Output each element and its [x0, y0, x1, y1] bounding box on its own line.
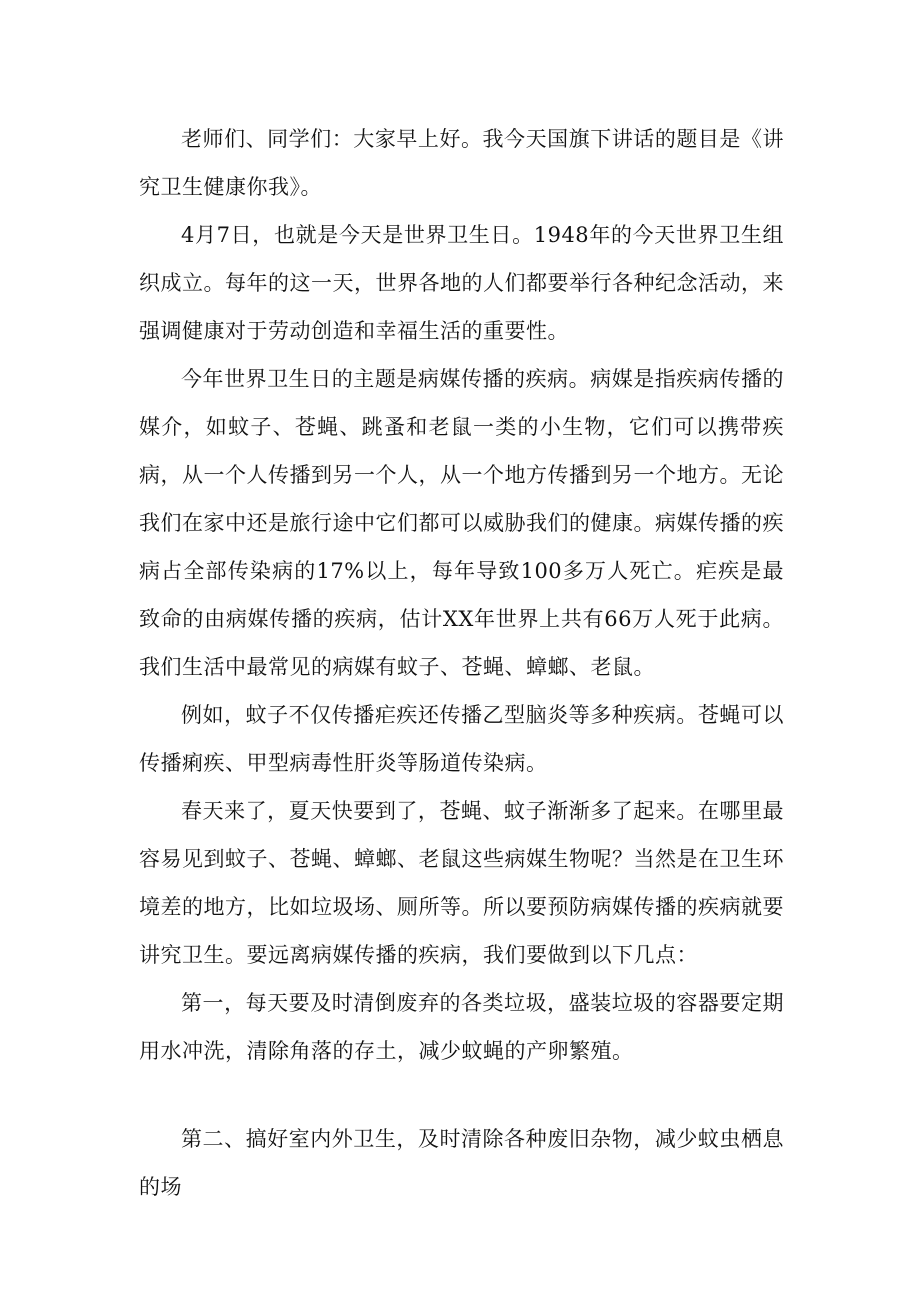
- paragraph-theme: 今年世界卫生日的主题是病媒传播的疾病。病媒是指疾病传播的媒介，如蚊子、苍蝇、跳蚤和老鼠一类的小生物，它们可以携带疾病，从一个人传播到另一个人，从一个地方传播到另一个地方。无论我们在家中还是旅行途中它们都可以威胁我们的健康。病媒传播的疾病占全部传染病的17%以上，每年导致100多万人死亡。疟疾是最致命的由病媒传播的疾病，估计XX年世界上共有66万人死于此病。我们生活中最常见的病媒有蚊子、苍蝇、蟑螂、老鼠。: [139, 367, 784, 679]
- paragraph-world-health-day: 4月7日，也就是今天是世界卫生日。1948年的今天世界卫生组织成立。每年的这一天，世界各地的人们都要举行各种纪念活动，来强调健康对于劳动创造和幸福生活的重要性。: [139, 223, 784, 343]
- paragraph-examples: 例如，蚊子不仅传播疟疾还传播乙型脑炎等多种疾病。苍蝇可以传播痢疾、甲型病毒性肝炎等肠道传染病。: [139, 703, 784, 775]
- paragraph-point-one: 第一，每天要及时清倒废弃的各类垃圾，盛装垃圾的容器要定期用水冲洗，清除角落的存土，减少蚊蝇的产卵繁殖。: [139, 991, 784, 1063]
- paragraph-point-two: 第二、搞好室内外卫生，及时清除各种废旧杂物，减少蚊虫栖息的场: [139, 1127, 784, 1199]
- paragraph-greeting: 老师们、同学们：大家早上好。我今天国旗下讲话的题目是《讲究卫生健康你我》。: [139, 127, 784, 199]
- paragraph-spring: 春天来了，夏天快要到了，苍蝇、蚊子渐渐多了起来。在哪里最容易见到蚊子、苍蝇、蟑螂、老鼠这些病媒生物呢？当然是在卫生环境差的地方，比如垃圾场、厕所等。所以要预防病媒传播的疾病就要讲究卫生。要远离病媒传播的疾病，我们要做到以下几点：: [139, 799, 784, 967]
- document-body: [139, 115, 784, 1211]
